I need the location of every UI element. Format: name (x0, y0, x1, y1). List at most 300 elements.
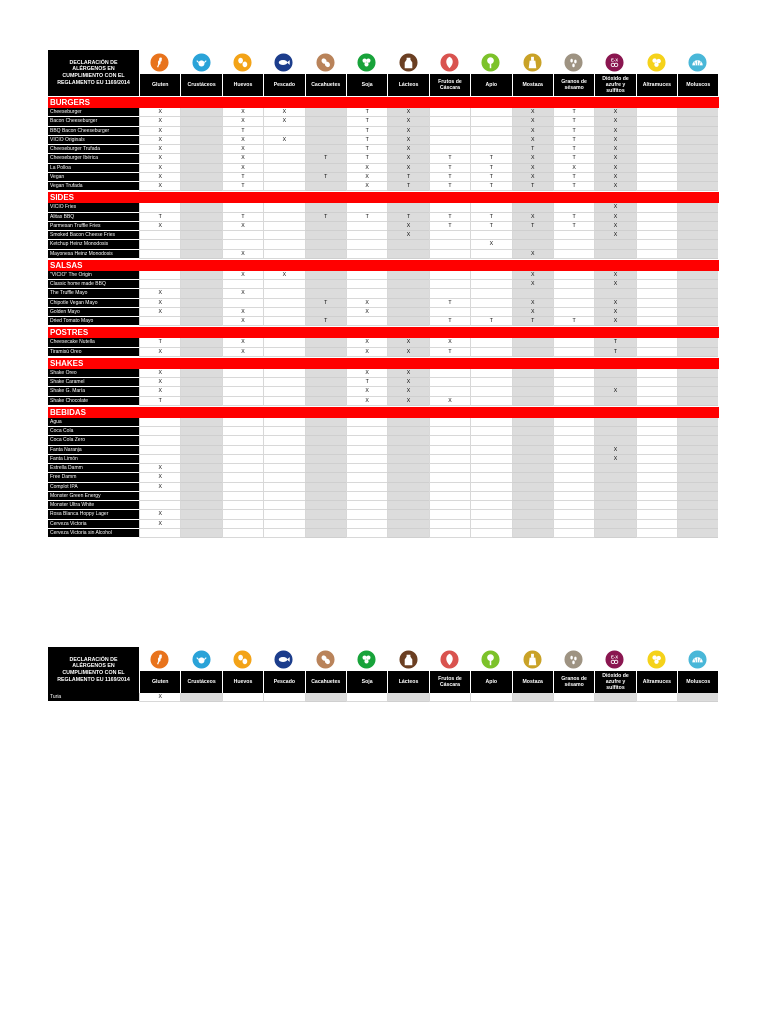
allergen-cell (429, 127, 470, 136)
allergen-cell (677, 464, 718, 473)
allergen-cell (305, 397, 346, 406)
allergen-cell (305, 387, 346, 396)
allergen-cell: T (429, 299, 470, 308)
declaration-title: DECLARACIÓN DE ALÉRGENOS EN CUMPLIMIENTO CON EL REGLAMENTO EU 1169/2014 (48, 647, 139, 693)
allergen-cell (512, 418, 553, 427)
allergen-cell (180, 154, 221, 163)
allergen-cell: T (305, 173, 346, 182)
allergen-cell (512, 693, 553, 702)
allergen-cell (636, 510, 677, 519)
allergen-label: Apio (470, 671, 511, 693)
allergen-cell: T (429, 317, 470, 326)
allergen-cell (594, 693, 635, 702)
item-name: Shake Oreo (48, 369, 139, 378)
allergen-cell (180, 203, 221, 212)
allergen-cell (429, 136, 470, 145)
allergen-cell: X (387, 222, 428, 231)
allergen-cell (222, 299, 263, 308)
item-name: Coca Cola (48, 427, 139, 436)
allergen-cell (636, 231, 677, 240)
allergen-cell (512, 338, 553, 347)
allergen-cell (512, 529, 553, 538)
allergen-cell (222, 693, 263, 702)
allergen-cell (429, 510, 470, 519)
allergen-cell (305, 378, 346, 387)
item-name: Cheeseburger (48, 108, 139, 117)
allergen-cell (263, 164, 304, 173)
allergen-cell: T (470, 182, 511, 191)
allergen-cell (263, 240, 304, 249)
allergen-cell (677, 173, 718, 182)
allergen-cell (553, 348, 594, 357)
allergen-cell (553, 529, 594, 538)
allergen-cell: X (346, 348, 387, 357)
allergen-cell (636, 213, 677, 222)
allergen-cell: X (429, 338, 470, 347)
allergen-cell (636, 473, 677, 482)
allergen-cell (512, 387, 553, 396)
item-name: Classic home made BBQ (48, 280, 139, 289)
milk-icon (387, 647, 428, 671)
allergen-cell: X (139, 473, 180, 482)
allergen-cell (180, 529, 221, 538)
allergen-cell: X (594, 317, 635, 326)
allergen-cell (512, 397, 553, 406)
allergen-cell (470, 397, 511, 406)
allergen-cell (263, 418, 304, 427)
allergen-cell (470, 308, 511, 317)
milk-icon (387, 50, 428, 74)
allergen-cell (677, 271, 718, 280)
allergen-cell (594, 473, 635, 482)
allergen-label: Cacahuetes (305, 74, 346, 96)
allergen-cell: T (139, 338, 180, 347)
allergen-cell: X (222, 348, 263, 357)
allergen-cell (180, 280, 221, 289)
allergen-cell (180, 455, 221, 464)
allergen-cell (636, 299, 677, 308)
item-name: BBQ Bacon Cheeseburger (48, 127, 139, 136)
allergen-cell: X (263, 271, 304, 280)
allergen-cell (512, 436, 553, 445)
fish-icon (263, 50, 304, 74)
allergen-cell (305, 240, 346, 249)
allergen-cell (470, 529, 511, 538)
allergen-cell (305, 492, 346, 501)
allergen-cell: X (139, 145, 180, 154)
allergen-cell (346, 240, 387, 249)
allergen-cell (594, 397, 635, 406)
allergen-cell (180, 473, 221, 482)
allergen-cell: X (594, 213, 635, 222)
allergen-cell: X (139, 127, 180, 136)
allergen-cell (263, 213, 304, 222)
allergen-cell: X (387, 369, 428, 378)
allergen-cell: X (139, 520, 180, 529)
shell-icon (677, 50, 718, 74)
allergen-cell (180, 387, 221, 396)
allergen-cell: X (139, 464, 180, 473)
section-header-bebidas: BEBIDAS (48, 407, 719, 418)
allergen-cell: X (222, 317, 263, 326)
allergen-cell (263, 145, 304, 154)
allergen-cell (263, 378, 304, 387)
table-row (48, 231, 719, 240)
allergen-cell: X (263, 136, 304, 145)
allergen-cell (180, 510, 221, 519)
allergen-cell: X (512, 250, 553, 259)
allergen-cell: X (387, 108, 428, 117)
allergen-cell (512, 289, 553, 298)
allergen-cell (222, 483, 263, 492)
allergen-cell: X (387, 127, 428, 136)
allergen-cell (305, 231, 346, 240)
allergen-cell: X (512, 108, 553, 117)
allergen-cell (139, 418, 180, 427)
allergen-cell (222, 473, 263, 482)
celery-icon (470, 50, 511, 74)
table-row (48, 182, 719, 191)
allergen-cell (139, 280, 180, 289)
allergen-label: Granos de sésamo (553, 74, 594, 96)
allergen-cell: X (594, 145, 635, 154)
allergen-cell (677, 182, 718, 191)
allergen-cell: T (553, 117, 594, 126)
allergen-column-altramuces (636, 50, 677, 96)
table-row (48, 299, 719, 308)
allergen-cell: T (553, 127, 594, 136)
allergen-label: Cacahuetes (305, 671, 346, 693)
allergen-cell (429, 145, 470, 154)
allergen-cell (263, 173, 304, 182)
allergen-cell (387, 240, 428, 249)
allergen-cell: X (346, 308, 387, 317)
allergen-cell: T (470, 154, 511, 163)
wheat-icon (139, 647, 180, 671)
allergen-column-apio (470, 647, 511, 693)
item-name: Free Damm (48, 473, 139, 482)
table-row (48, 203, 719, 212)
allergen-cell (222, 455, 263, 464)
soy-icon (346, 647, 387, 671)
allergen-cell (346, 464, 387, 473)
allergen-cell: X (470, 240, 511, 249)
crab-icon (180, 50, 221, 74)
allergen-cell (263, 483, 304, 492)
allergen-cell (222, 418, 263, 427)
allergen-cell (222, 436, 263, 445)
allergen-column-dioxido-de-azufre-y-sulfitos (594, 647, 635, 693)
allergen-cell: X (387, 231, 428, 240)
allergen-cell (553, 250, 594, 259)
allergen-cell (346, 529, 387, 538)
mustard-icon (512, 647, 553, 671)
allergen-cell (222, 240, 263, 249)
allergen-cell (594, 464, 635, 473)
eggs-icon (222, 50, 263, 74)
allergen-cell (305, 271, 346, 280)
allergen-cell: T (429, 182, 470, 191)
allergen-cell (429, 693, 470, 702)
allergen-cell: X (139, 348, 180, 357)
allergen-cell (139, 250, 180, 259)
allergen-cell (263, 182, 304, 191)
allergen-cell: T (553, 145, 594, 154)
allergen-cell: X (594, 387, 635, 396)
allergen-cell (677, 510, 718, 519)
allergen-cell (553, 338, 594, 347)
item-name: Fanta Naranja (48, 446, 139, 455)
allergen-cell (180, 436, 221, 445)
allergen-column-lacteos (387, 647, 428, 693)
allergen-cell: X (139, 299, 180, 308)
allergen-cell: T (553, 317, 594, 326)
allergen-cell: T (222, 182, 263, 191)
allergen-label: Crustáceos (180, 671, 221, 693)
allergen-cell (263, 338, 304, 347)
allergen-cell: X (512, 280, 553, 289)
allergen-cell (263, 397, 304, 406)
allergen-cell (305, 250, 346, 259)
allergen-cell (470, 483, 511, 492)
allergen-cell (553, 473, 594, 482)
allergen-cell: X (512, 154, 553, 163)
allergen-cell (636, 529, 677, 538)
item-name: Monster Ultra White (48, 501, 139, 510)
item-name: Alitas BBQ (48, 213, 139, 222)
allergen-cell (429, 520, 470, 529)
svg-text:E-X: E-X (611, 654, 619, 660)
allergen-cell (346, 317, 387, 326)
allergen-cell (387, 203, 428, 212)
allergen-cell (263, 299, 304, 308)
allergen-cell (387, 483, 428, 492)
allergen-cell: T (512, 222, 553, 231)
allergen-cell (305, 418, 346, 427)
allergen-column-pescado (263, 647, 304, 693)
allergen-cell (553, 464, 594, 473)
allergen-cell (553, 240, 594, 249)
allergen-cell (263, 455, 304, 464)
allergen-cell (677, 117, 718, 126)
allergen-cell (222, 464, 263, 473)
allergen-cell (429, 280, 470, 289)
allergen-cell (180, 271, 221, 280)
allergen-cell: T (553, 213, 594, 222)
allergen-cell: X (222, 164, 263, 173)
allergen-cell (470, 427, 511, 436)
allergen-cell: X (429, 397, 470, 406)
allergen-label: Apio (470, 74, 511, 96)
item-name: Shake Chocolate (48, 397, 139, 406)
allergen-cell (180, 117, 221, 126)
allergen-cell (387, 250, 428, 259)
allergen-cell: X (594, 164, 635, 173)
allergen-cell: X (346, 387, 387, 396)
allergen-cell (470, 289, 511, 298)
allergen-cell (677, 108, 718, 117)
allergen-cell (180, 483, 221, 492)
allergen-cell (180, 397, 221, 406)
allergen-cell (263, 250, 304, 259)
allergen-cell: T (429, 154, 470, 163)
allergen-cell (139, 436, 180, 445)
allergen-cell (636, 501, 677, 510)
allergen-cell: T (139, 213, 180, 222)
allergen-cell (263, 693, 304, 702)
allergen-cell (677, 127, 718, 136)
allergen-cell: X (222, 271, 263, 280)
allergen-label: Soja (346, 671, 387, 693)
allergen-cell: T (429, 173, 470, 182)
allergen-cell (636, 240, 677, 249)
allergen-cell: T (594, 348, 635, 357)
allergen-cell (594, 240, 635, 249)
allergen-cell: X (222, 154, 263, 163)
allergen-cell: X (346, 369, 387, 378)
item-name: Bacon Cheeseburger (48, 117, 139, 126)
allergen-cell: X (139, 182, 180, 191)
allergen-cell (180, 127, 221, 136)
allergen-cell (636, 520, 677, 529)
allergen-column-dioxido-de-azufre-y-sulfitos (594, 50, 635, 96)
allergen-cell (222, 427, 263, 436)
allergen-cell (636, 308, 677, 317)
allergen-cell (305, 693, 346, 702)
table-row (48, 289, 719, 298)
allergen-cell: X (594, 455, 635, 464)
peanut-icon (305, 647, 346, 671)
allergen-cell (512, 446, 553, 455)
allergen-cell (677, 308, 718, 317)
allergen-cell (222, 231, 263, 240)
item-name: Chipotle Vegan Mayo (48, 299, 139, 308)
item-name: Parmesan Truffle Fries (48, 222, 139, 231)
allergen-cell (305, 483, 346, 492)
allergen-cell: X (594, 173, 635, 182)
allergen-cell: T (553, 154, 594, 163)
allergen-cell (263, 436, 304, 445)
allergen-cell (305, 348, 346, 357)
allergen-cell (346, 250, 387, 259)
allergen-cell (180, 446, 221, 455)
table-row (48, 473, 719, 482)
table-row (48, 222, 719, 231)
allergen-cell (677, 387, 718, 396)
allergen-cell (636, 436, 677, 445)
allergen-cell: T (553, 182, 594, 191)
allergen-cell (180, 108, 221, 117)
allergen-cell: X (387, 338, 428, 347)
allergen-cell: X (139, 108, 180, 117)
allergen-cell (305, 338, 346, 347)
allergen-column-pescado (263, 50, 304, 96)
allergen-cell: T (387, 173, 428, 182)
allergen-cell (677, 529, 718, 538)
allergen-cell: X (346, 338, 387, 347)
allergen-column-soja (346, 647, 387, 693)
allergen-cell (553, 455, 594, 464)
allergen-cell (470, 378, 511, 387)
allergen-cell (305, 145, 346, 154)
allergen-cell (180, 173, 221, 182)
allergen-cell (139, 317, 180, 326)
allergen-cell: X (553, 164, 594, 173)
allergen-cell (180, 136, 221, 145)
table-row (48, 492, 719, 501)
allergen-cell (222, 510, 263, 519)
allergen-cell (553, 492, 594, 501)
allergen-cell (553, 387, 594, 396)
allergen-cell: T (305, 299, 346, 308)
allergen-cell (387, 455, 428, 464)
allergen-cell: T (429, 348, 470, 357)
allergen-cell (553, 280, 594, 289)
allergen-cell (553, 483, 594, 492)
allergen-cell (553, 418, 594, 427)
allergen-cell (180, 145, 221, 154)
allergen-cell: X (222, 136, 263, 145)
allergen-cell: X (222, 250, 263, 259)
allergen-cell (305, 520, 346, 529)
allergen-cell (346, 231, 387, 240)
allergen-cell (180, 289, 221, 298)
allergen-cell (677, 369, 718, 378)
allergen-cell: X (139, 136, 180, 145)
allergen-cell: T (305, 317, 346, 326)
allergen-cell (677, 203, 718, 212)
allergen-cell (677, 378, 718, 387)
allergen-cell (553, 369, 594, 378)
allergen-column-soja (346, 50, 387, 96)
allergen-column-crustaceos (180, 50, 221, 96)
allergen-cell: X (512, 136, 553, 145)
allergen-label: Huevos (222, 74, 263, 96)
allergen-cell (470, 108, 511, 117)
allergen-cell (180, 317, 221, 326)
allergen-cell (470, 492, 511, 501)
allergen-cell (139, 446, 180, 455)
allergen-cell: X (387, 378, 428, 387)
allergen-cell (594, 483, 635, 492)
item-name: Complot IPA (48, 483, 139, 492)
peanut-icon (305, 50, 346, 74)
allergen-cell (429, 240, 470, 249)
table-row (48, 418, 719, 427)
item-name: "VICIO" The Origin (48, 271, 139, 280)
allergen-label: Granos de sésamo (553, 671, 594, 693)
allergen-cell: T (470, 317, 511, 326)
allergen-cell: X (594, 222, 635, 231)
item-name: Ketchup Heinz Monodosis (48, 240, 139, 249)
section-header-postres: POSTRES (48, 327, 719, 338)
allergen-label: Mostaza (512, 671, 553, 693)
allergen-cell (636, 369, 677, 378)
allergen-cell (553, 271, 594, 280)
allergen-cell (677, 231, 718, 240)
allergen-cell (346, 693, 387, 702)
allergen-cell (636, 338, 677, 347)
allergen-cell (346, 280, 387, 289)
allergen-cell: X (346, 164, 387, 173)
allergen-cell: X (387, 348, 428, 357)
allergen-cell (305, 280, 346, 289)
allergen-cell (636, 492, 677, 501)
allergen-cell (636, 397, 677, 406)
allergen-cell (636, 455, 677, 464)
allergen-cell (305, 427, 346, 436)
allergen-cell (677, 397, 718, 406)
